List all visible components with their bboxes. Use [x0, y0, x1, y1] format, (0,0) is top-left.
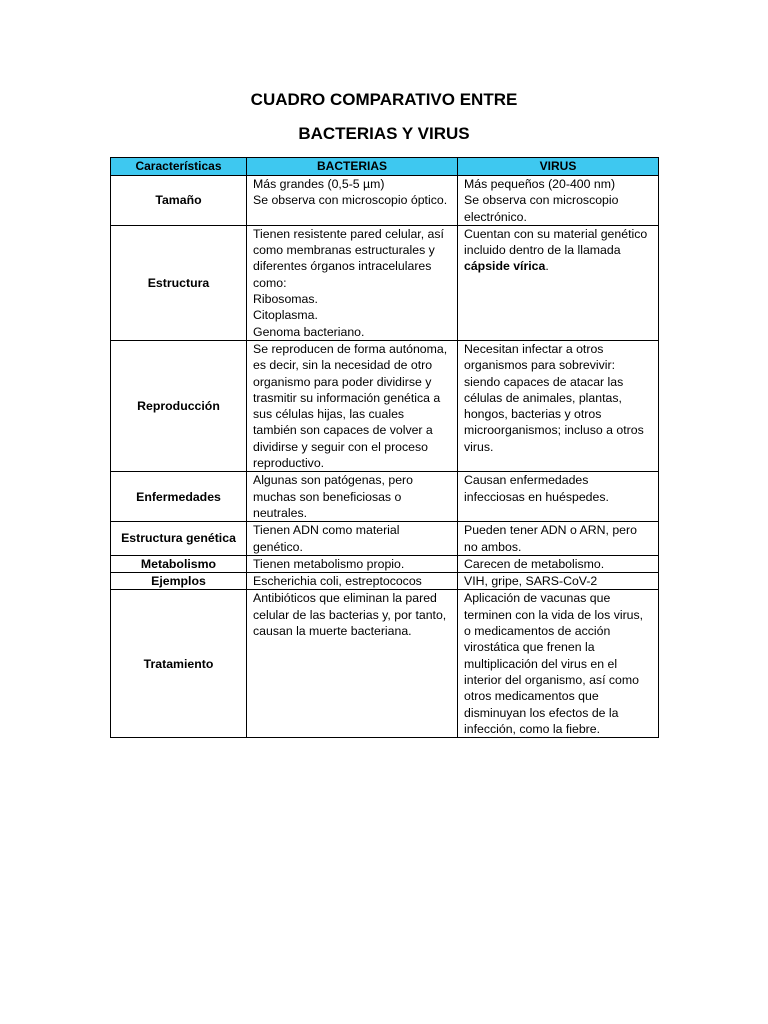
header-bacteria: BACTERIAS [247, 158, 458, 176]
table-row-size [111, 176, 659, 226]
cell-virus-treatment: Aplicación de vacunas que terminen con la vida de los virus, o medicamentos de acción virostática que frenen la multiplicación del virus en el interior del organismo, así como otros medicamentos que disminuyan los efectos de la infección, como la fiebre. [458, 590, 659, 738]
comparison-table [110, 157, 659, 738]
virus-structure-bold-term: cápside vírica [464, 259, 546, 274]
table-row-reproduction [111, 340, 659, 471]
cell-virus-size: Más pequeños (20-400 nm) Se observa con microscopio electrónico. [458, 176, 659, 226]
row-label-treatment: Tratamiento [111, 590, 247, 738]
cell-virus-examples: VIH, gripe, SARS-CoV-2 [458, 573, 659, 590]
table-header-row [111, 158, 659, 176]
cell-bacteria-metabolism: Tienen metabolismo propio. [247, 555, 458, 572]
row-label-metabolism: Metabolismo [111, 555, 247, 572]
row-label-size: Tamaño [111, 176, 247, 226]
virus-structure-text: Cuentan con su material genético incluido dentro de la llamada [464, 226, 648, 258]
table-row-genetic-structure [111, 522, 659, 556]
cell-bacteria-size: Más grandes (0,5-5 µm) Se observa con microscopio óptico. [247, 176, 458, 226]
table-row-structure [111, 225, 659, 340]
cell-virus-reproduction: Necesitan infectar a otros organismos para sobrevivir: siendo capaces de atacar las células de animales, plantas, hongos, bacterias y otros microorganismos; incluso a otros virus. [458, 340, 659, 471]
cell-bacteria-examples: Escherichia coli, estreptococos [247, 573, 458, 590]
header-virus: VIRUS [458, 158, 659, 176]
cell-virus-metabolism: Carecen de metabolismo. [458, 555, 659, 572]
header-characteristics: Características [111, 158, 247, 176]
row-label-reproduction: Reproducción [111, 340, 247, 471]
cell-bacteria-genetic-structure: Tienen ADN como material genético. [247, 522, 458, 556]
table-row-metabolism [111, 555, 659, 572]
cell-bacteria-diseases: Algunas son patógenas, pero muchas son beneficiosas o neutrales. [247, 472, 458, 522]
table-row-treatment [111, 590, 659, 738]
row-label-diseases: Enfermedades [111, 472, 247, 522]
row-label-structure: Estructura [111, 225, 247, 340]
cell-virus-diseases: Causan enfermedades infecciosas en huéspedes. [458, 472, 659, 522]
cell-bacteria-reproduction: Se reproducen de forma autónoma, es decir, sin la necesidad de otro organismo para poder dividirse y trasmitir su información genética a sus células hijas, las cuales también son capaces de volver a dividirse y seguir con el proceso reproductivo. [247, 340, 458, 471]
document-title-line-2: BACTERIAS Y VIRUS [298, 124, 470, 143]
cell-virus-genetic-structure: Pueden tener ADN o ARN, pero no ambos. [458, 522, 659, 556]
row-label-examples: Ejemplos [111, 573, 247, 590]
document-title-line-1: CUADRO COMPARATIVO ENTRE [250, 90, 518, 109]
table-row-diseases [111, 472, 659, 522]
virus-structure-text-end: . [545, 259, 549, 274]
table-row-examples [111, 573, 659, 590]
row-label-genetic-structure: Estructura genética [111, 522, 247, 556]
cell-bacteria-structure: Tienen resistente pared celular, así como membranas estructurales y diferentes órganos intracelulares como: Ribosomas. Citoplasma. Genoma bacteriano. [247, 225, 458, 340]
cell-bacteria-treatment: Antibióticos que eliminan la pared celular de las bacterias y, por tanto, causan la muerte bacteriana. [247, 590, 458, 738]
cell-virus-structure [458, 225, 659, 340]
